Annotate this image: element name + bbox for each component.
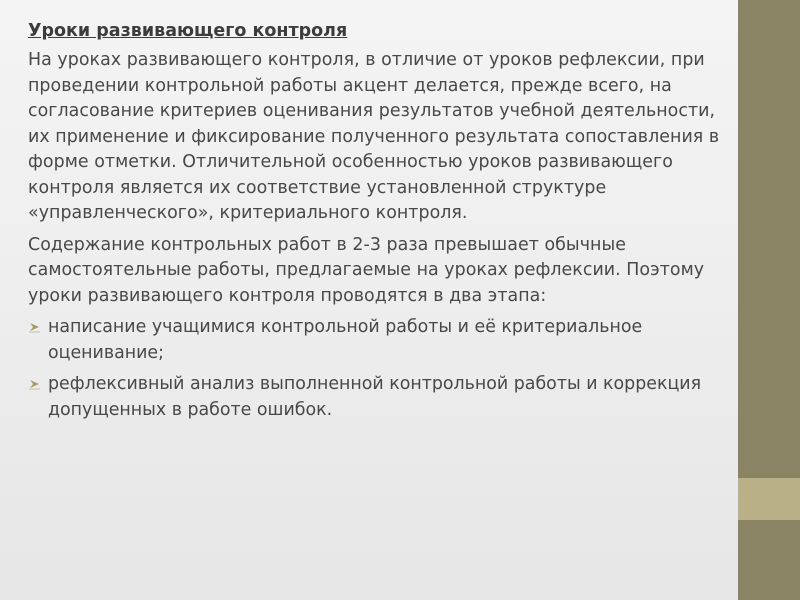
bullet-item-2 [28, 372, 734, 423]
sidebar-accent-block [738, 478, 800, 520]
bullet-text-1: написание учащимися контрольной работы и её критериальное оценивание; [48, 317, 643, 363]
arrow-bullet-icon [28, 377, 42, 391]
bullet-item-1 [28, 315, 734, 366]
bullet-list [28, 315, 734, 423]
arrow-bullet-icon [28, 320, 42, 334]
bullet-text-2: рефлексивный анализ выполненной контрольной работы и коррекция допущенных в работе ошибок. [48, 374, 702, 420]
paragraph-2: Содержание контрольных работ в 2-3 раза превышает обычные самостоятельные работы, предлагаемые на уроках рефлексии. Поэтому уроки развивающего контроля проводятся в два этапа: [28, 234, 705, 306]
paragraph-1: На уроках развивающего контроля, в отличие от уроков рефлексии, при проведении контрольной работы акцент делается, прежде всего, на согласование критериев оценивания результатов учебной деятельности, их применение и фиксирование полученного результата сопоставления в форме отметки. Отличительной особенностью уроков развивающего контроля является их соответствие установленной структуре «управленческого», критериального контроля. [28, 50, 720, 223]
slide-content [28, 18, 734, 429]
slide-title: Уроки развивающего контроля [28, 21, 348, 41]
